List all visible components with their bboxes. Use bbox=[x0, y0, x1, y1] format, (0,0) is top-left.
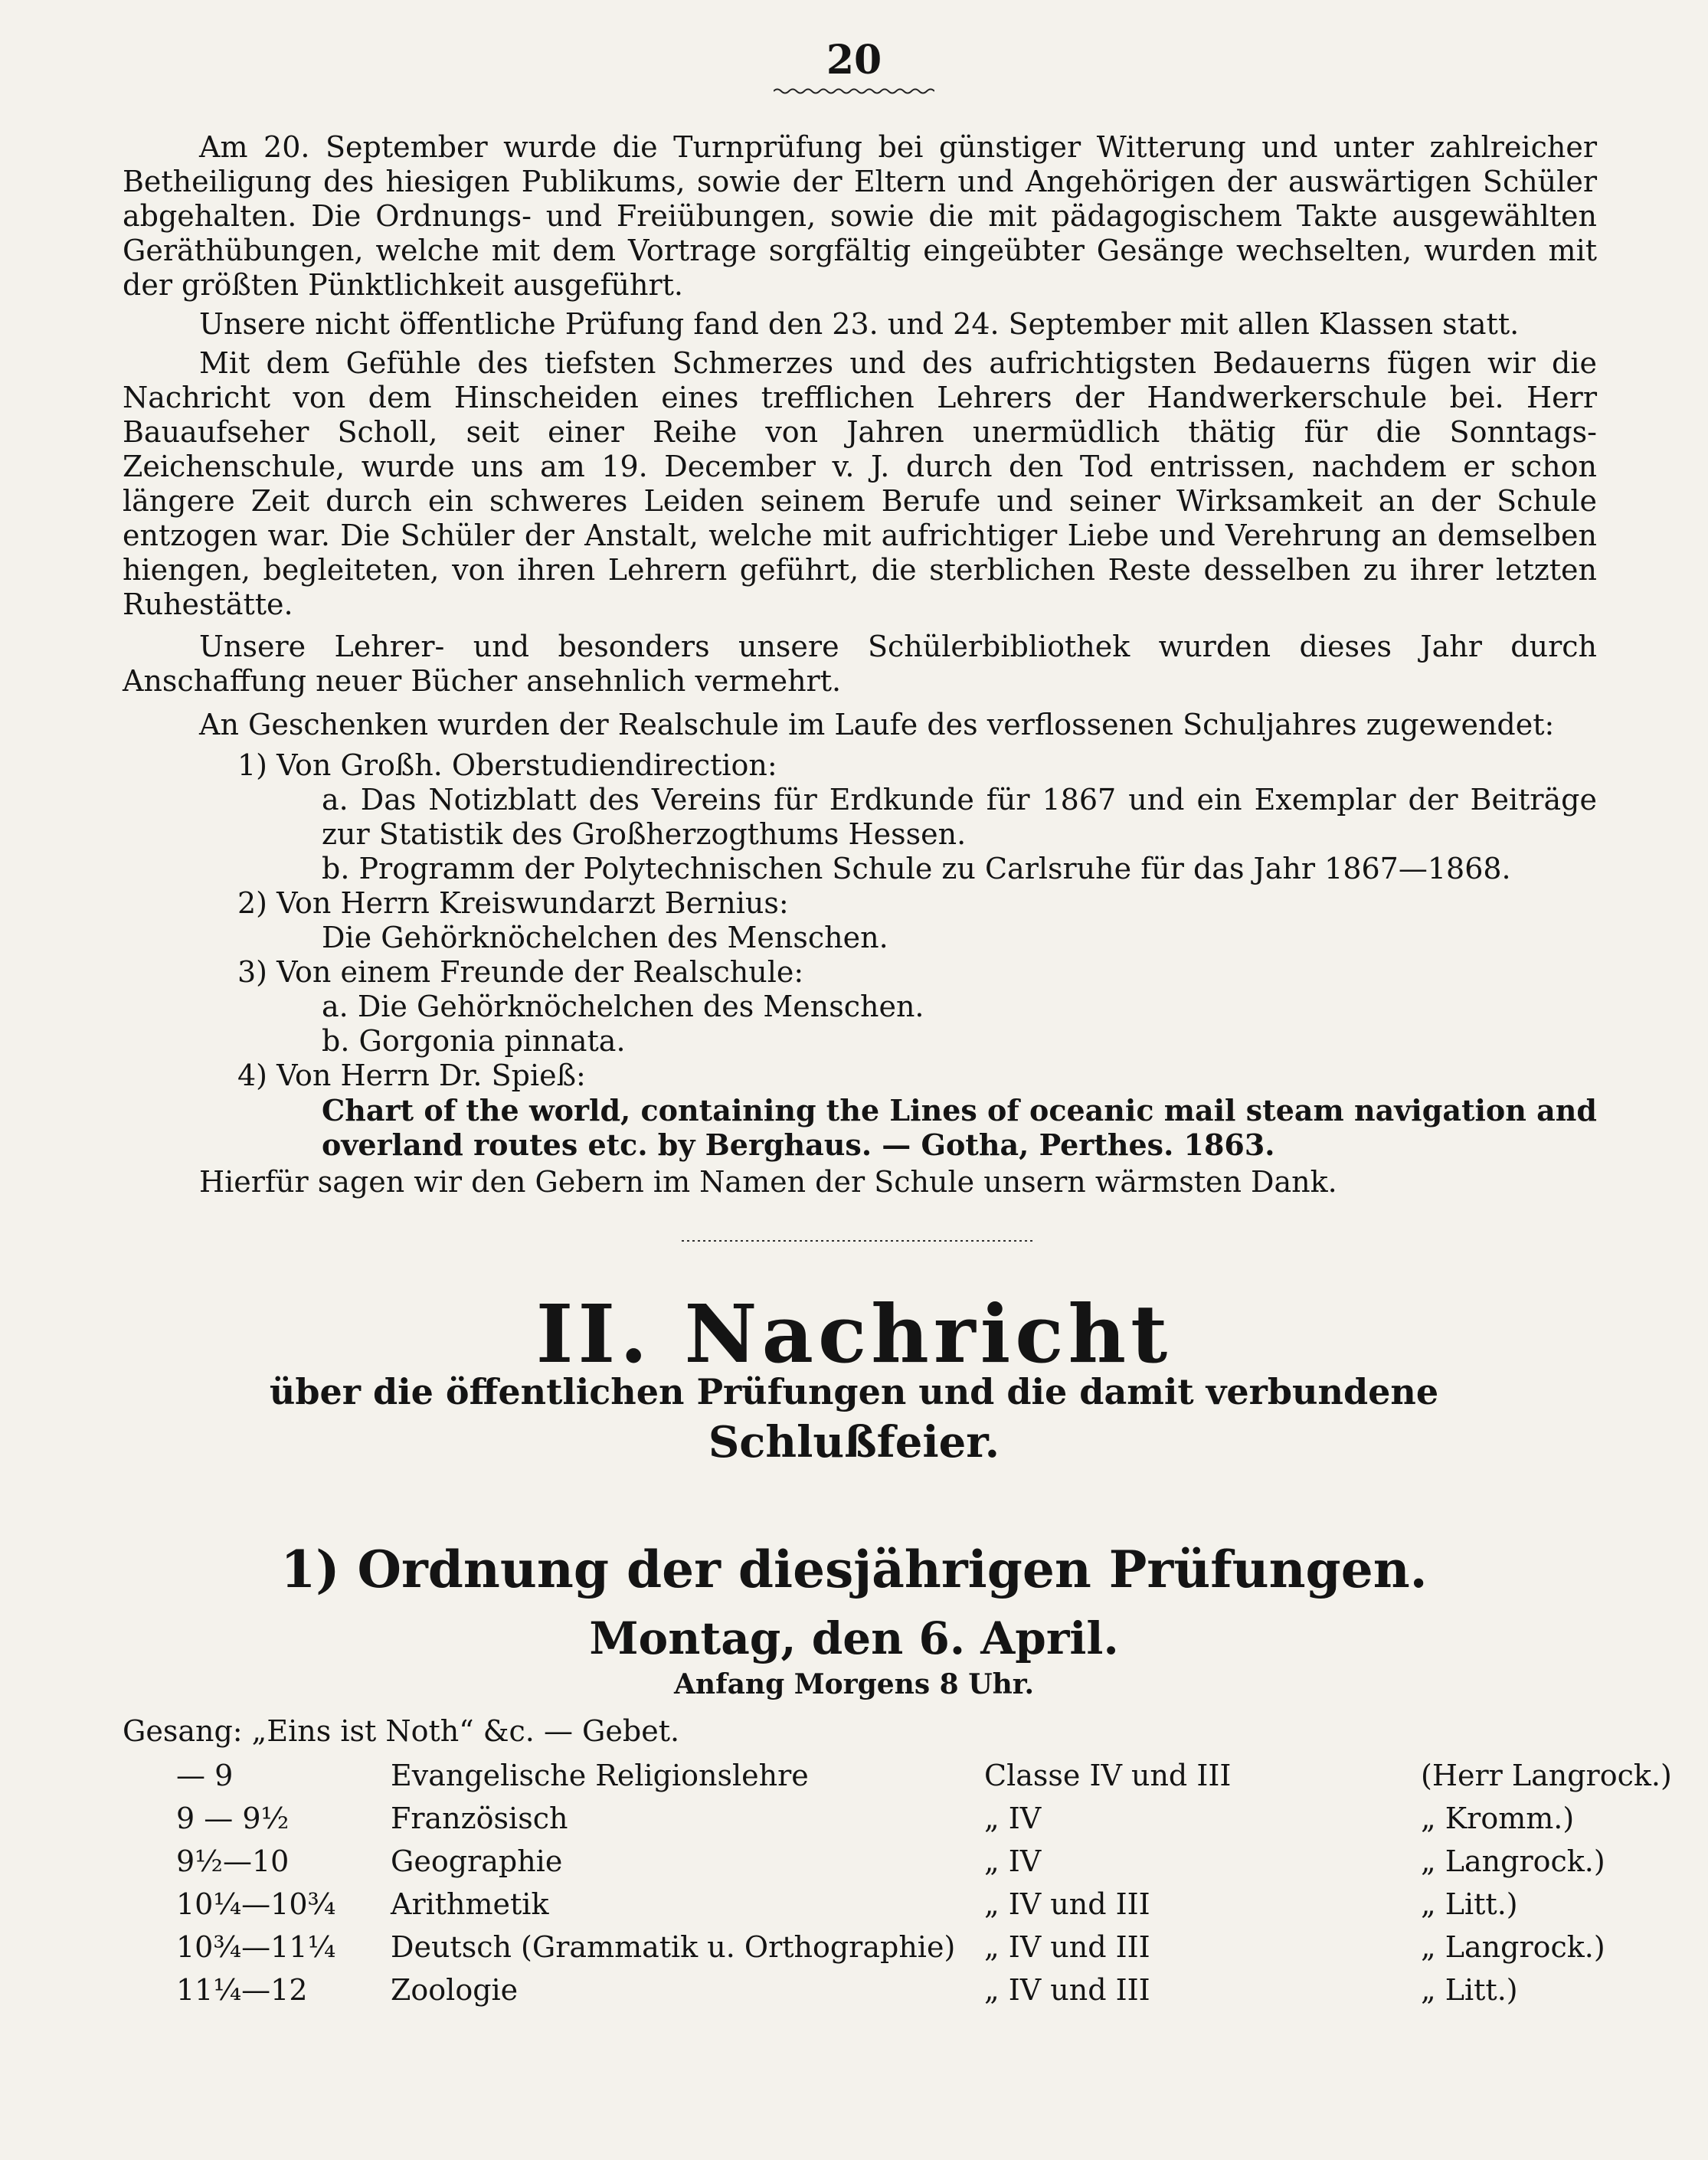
schedule-time: — 9 bbox=[176, 1759, 234, 1792]
schedule-day: Montag, den 6. April. bbox=[589, 1612, 1119, 1664]
schedule-time: 10¾—11¼ bbox=[176, 1930, 336, 1964]
schedule-classes: „ IV und III bbox=[984, 1887, 1150, 1921]
paragraph-gifts-intro: An Geschenken wurden der Realschule im Laufe des verflossenen Schuljahres zugewendet: bbox=[199, 708, 1555, 741]
paragraph-private-exam: Unsere nicht öffentliche Prüfung fand den 23. und 24. September mit allen Klassen statt. bbox=[199, 307, 1520, 341]
gift-4: 4) Von Herrn Dr. Spieß: bbox=[237, 1059, 586, 1092]
schedule-row bbox=[176, 1797, 1672, 1840]
exam-schedule-table bbox=[176, 1754, 1672, 2011]
schedule-teacher: „ Kromm.) bbox=[1421, 1802, 1575, 1835]
page-number: 20 bbox=[826, 37, 882, 83]
report-text bbox=[123, 130, 1597, 1199]
schedule-time: 9½—10 bbox=[176, 1844, 290, 1878]
schedule-subject: Arithmetik bbox=[391, 1887, 549, 1921]
section-subtitle: über die öffentlichen Prüfungen und die damit verbundene bbox=[269, 1371, 1439, 1412]
gift-3: 3) Von einem Freunde der Realschule: bbox=[237, 955, 804, 989]
thanks-line: Hierfür sagen wir den Gebern im Namen der Schule unsern wärmsten Dank. bbox=[199, 1165, 1337, 1199]
schedule-teacher: „ Langrock.) bbox=[1421, 1844, 1605, 1878]
schedule-teacher: „ Litt.) bbox=[1421, 1973, 1518, 2007]
section-separator bbox=[682, 1239, 1034, 1243]
schedule-subject: Evangelische Religionslehre bbox=[391, 1759, 809, 1792]
gift-1b: b. Programm der Polytechnischen Schule zu Carlsruhe für das Jahr 1867—1868. bbox=[322, 852, 1511, 885]
schedule-classes: „ IV und III bbox=[984, 1930, 1150, 1964]
paragraph-obituary: Mit dem Gefühle des tiefsten Schmerzes und des aufrichtigsten Bedauerns fügen wir die Nachricht von dem Hinscheiden eines trefflichen Lehrers der Handwerkerschule bei. Herr Bauaufseher Scholl, seit einer Reihe von Jahren unermüdlich thätig für die Sonntags-Zeichenschule, wurde uns am 19. December v. J. durch den Tod entrissen, nachdem er schon längere Zeit durch ein schweres Leiden seinem Berufe und seiner Wirksamkeit an der Schule entzogen war. Die Schüler der Anstalt, welche mit aufrichtiger Liebe und Verehrung an demselben hiengen, begleiteten, von ihren Lehrern geführt, die sterblichen Reste desselben zu ihrer letzten Ruhestätte. bbox=[123, 346, 1597, 621]
gift-4-item: Chart of the world, containing the Lines of oceanic mail steam navigation and overland routes etc. by Berghaus. — Gotha, Perthes. 1863. bbox=[322, 1093, 1597, 1162]
schedule-start-time: Anfang Morgens 8 Uhr. bbox=[673, 1668, 1035, 1700]
schedule-row bbox=[176, 1969, 1672, 2011]
section-title bbox=[0, 1287, 1708, 1381]
section-subtitle-2: Schlußfeier. bbox=[708, 1417, 1000, 1468]
paragraph-library: Unsere Lehrer- und besonders unsere Schülerbibliothek wurden dieses Jahr durch Anschaffung neuer Bücher ansehnlich vermehrt. bbox=[123, 630, 1597, 698]
gift-1: 1) Von Großh. Oberstudiendirection: bbox=[237, 748, 777, 782]
gift-3a: a. Die Gehörknöchelchen des Menschen. bbox=[322, 990, 924, 1023]
gift-2-item: Die Gehörknöchelchen des Menschen. bbox=[322, 921, 888, 954]
schedule-time: 9 — 9½ bbox=[176, 1802, 290, 1835]
section-title-word: Nachricht bbox=[684, 1287, 1173, 1381]
gift-1a: a. Das Notizblatt des Vereins für Erdkunde für 1867 und ein Exemplar der Beiträge zur Statistik des Großherzogthums Hessen. bbox=[322, 783, 1597, 851]
gift-3b: b. Gorgonia pinnata. bbox=[322, 1024, 626, 1058]
gift-2: 2) Von Herrn Kreiswundarzt Bernius: bbox=[237, 886, 789, 920]
section-numeral: II. bbox=[535, 1287, 653, 1381]
schedule-row bbox=[176, 1926, 1672, 1969]
schedule-teacher: (Herr Langrock.) bbox=[1421, 1759, 1672, 1792]
schedule-classes: „ IV bbox=[984, 1844, 1042, 1878]
schedule-classes: „ IV und III bbox=[984, 1973, 1150, 2007]
schedule-time: 11¼—12 bbox=[176, 1973, 308, 2007]
schedule-heading: 1) Ordnung der diesjährigen Prüfungen. bbox=[280, 1540, 1428, 1599]
decorative-rule bbox=[774, 86, 934, 97]
opening-song-line: Gesang: „Eins ist Noth“ &c. — Gebet. bbox=[123, 1714, 680, 1748]
schedule-classes: Classe IV und III bbox=[984, 1759, 1232, 1792]
schedule-subject: Zoologie bbox=[391, 1973, 519, 2007]
schedule-subject: Französisch bbox=[391, 1802, 568, 1835]
schedule-row bbox=[176, 1883, 1672, 1926]
schedule-classes: „ IV bbox=[984, 1802, 1042, 1835]
schedule-row bbox=[176, 1840, 1672, 1883]
schedule-time: 10¼—10¾ bbox=[176, 1887, 336, 1921]
schedule-teacher: „ Litt.) bbox=[1421, 1887, 1518, 1921]
paragraph-gymnastics: Am 20. September wurde die Turnprüfung bei günstiger Witterung und unter zahlreicher Betheiligung des hiesigen Publikums, sowie der Eltern und Angehörigen der auswärtigen Schüler abgehalten. Die Ordnungs- und Freiübungen, sowie die mit pädagogischem Takte ausgewählten Geräthübungen, welche mit dem Vortrage sorgfältig eingeübter Gesänge wechselten, wurden mit der größten Pünktlichkeit ausgeführt. bbox=[123, 130, 1597, 302]
schedule-subject: Deutsch (Grammatik u. Orthographie) bbox=[391, 1930, 956, 1964]
schedule-teacher: „ Langrock.) bbox=[1421, 1930, 1605, 1964]
schedule-row bbox=[176, 1754, 1672, 1797]
schedule-subject: Geographie bbox=[391, 1844, 563, 1878]
